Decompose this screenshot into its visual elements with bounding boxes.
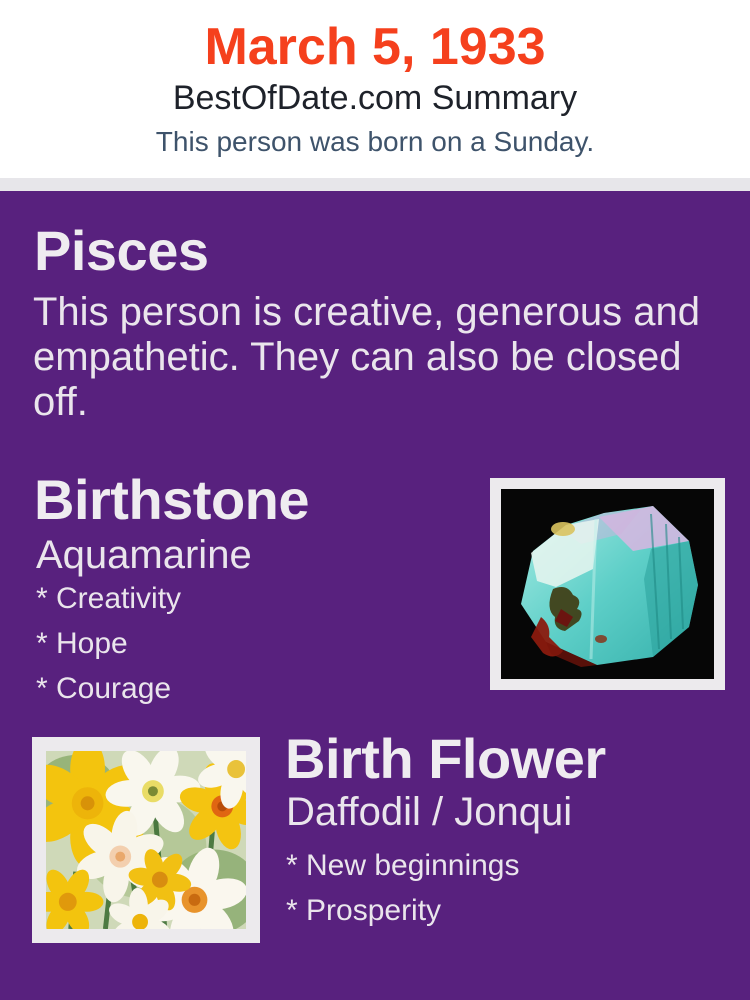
zodiac-description: This person is creative, generous and empathetic. They can also be closed off.: [33, 290, 701, 424]
birthstone-section-title: Birthstone: [34, 468, 309, 531]
divider-band: [0, 178, 750, 191]
page-title-date: March 5, 1933: [204, 18, 546, 76]
zodiac-sign-title: Pisces: [34, 219, 209, 282]
birth-flower-trait-list: [286, 843, 519, 933]
birthstone-trait: * Courage: [36, 672, 172, 705]
birthstone-trait-list: [36, 576, 181, 711]
daffodil-flowers-photo: [46, 751, 246, 929]
header: [0, 0, 750, 178]
birth-flower-name: Daffodil / Jonqui: [286, 790, 573, 834]
aquamarine-stone-photo: [501, 489, 714, 679]
birthstone-photo-frame: [490, 478, 725, 690]
site-summary-title: BestOfDate.com Summary: [172, 79, 578, 117]
born-day-line: This person was born on a Sunday.: [155, 126, 595, 157]
birth-flower-section-title: Birth Flower: [285, 727, 606, 790]
birthstone-trait: * Hope: [36, 627, 128, 660]
birth-flower-trait: * New beginnings: [286, 849, 520, 882]
birthstone-name: Aquamarine: [36, 533, 252, 577]
birth-flower-photo-frame: [32, 737, 260, 943]
birthstone-trait: * Creativity: [36, 582, 182, 615]
main-purple-panel: [0, 191, 750, 1000]
birth-flower-trait: * Prosperity: [286, 894, 442, 927]
